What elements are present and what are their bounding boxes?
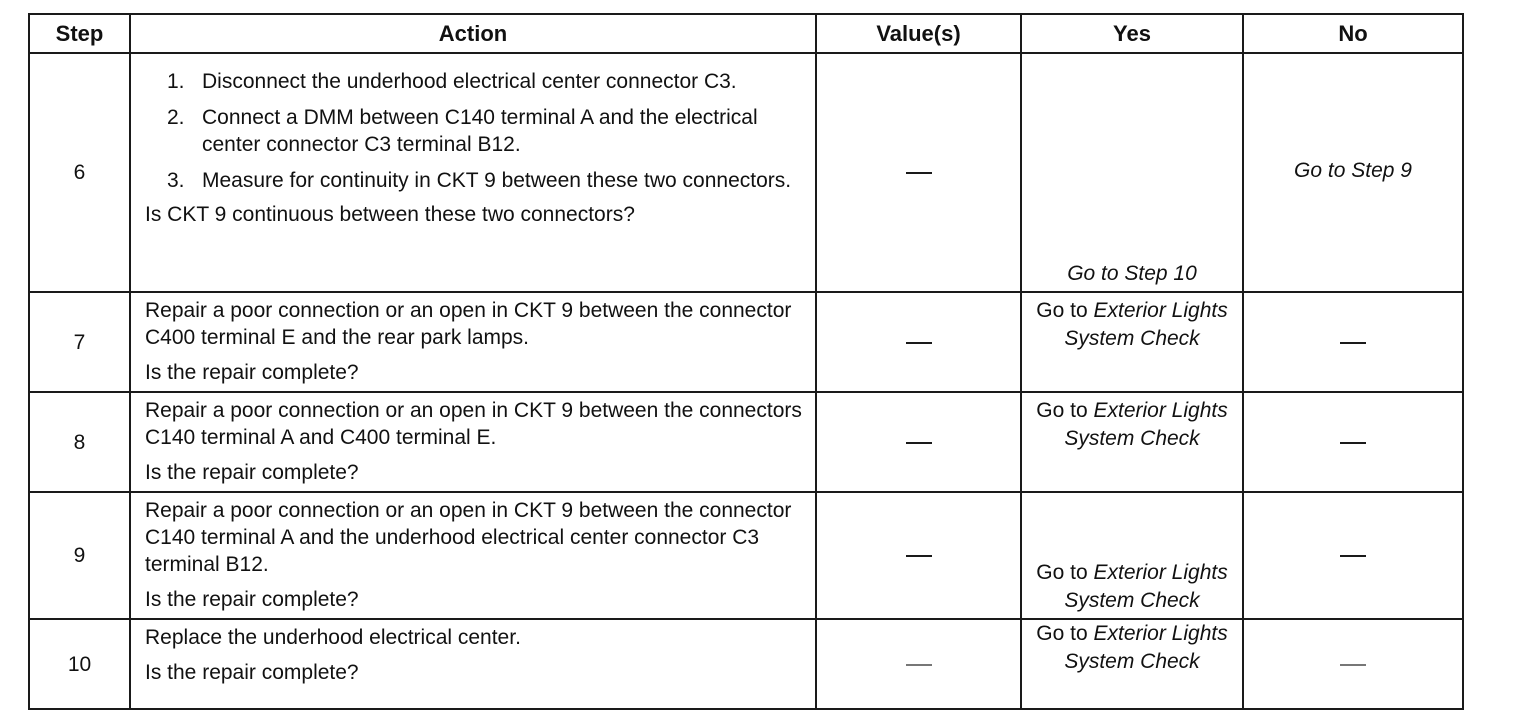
list-item <box>167 167 805 194</box>
table-row <box>29 619 1463 709</box>
yes-goto-link[interactable]: Go to Step 10 <box>1067 262 1197 285</box>
substep-text: Measure for continuity in CKT 9 between these two connectors. <box>202 169 792 192</box>
no-goto-link[interactable]: Go to Step 9 <box>1294 159 1412 182</box>
dash-mark <box>906 342 932 344</box>
header-values: Value(s) <box>816 14 1021 53</box>
table-row <box>29 53 1463 292</box>
table-row <box>29 392 1463 492</box>
yes-goto-prefix: Go to <box>1036 561 1088 584</box>
yes-goto-prefix: Go to <box>1036 622 1088 645</box>
question-text: Is the repair complete? <box>145 661 359 684</box>
no-cell <box>1243 619 1463 709</box>
step-number: 10 <box>29 619 130 709</box>
table-row <box>29 292 1463 392</box>
action-text: Repair a poor connection or an open in CKT 9 between the connector C400 terminal E and the rear park lamps. <box>145 299 792 349</box>
action-cell <box>130 619 816 709</box>
value-cell <box>816 392 1021 492</box>
dash-mark <box>906 555 932 557</box>
dash-mark <box>906 172 932 174</box>
dash-mark <box>1340 555 1366 557</box>
action-cell <box>130 53 816 292</box>
substep-number: 3. <box>167 169 185 192</box>
header-yes: Yes <box>1021 14 1243 53</box>
yes-cell <box>1021 492 1243 619</box>
dash-mark <box>906 664 932 666</box>
yes-cell <box>1021 392 1243 492</box>
question-text: Is the repair complete? <box>145 361 359 384</box>
value-cell <box>816 492 1021 619</box>
diagnostic-table <box>28 13 1464 710</box>
header-no: No <box>1243 14 1463 53</box>
dash-mark <box>1340 664 1366 666</box>
action-cell <box>130 392 816 492</box>
action-text: Repair a poor connection or an open in CKT 9 between the connector C140 terminal A and the underhood electrical center connector C3 terminal B12. <box>145 499 792 576</box>
yes-cell <box>1021 53 1243 292</box>
action-text: Repair a poor connection or an open in CKT 9 between the connectors C140 terminal A and C400 terminal E. <box>145 399 802 449</box>
question-text: Is the repair complete? <box>145 461 359 484</box>
dash-mark <box>906 442 932 444</box>
header-action: Action <box>130 14 816 53</box>
yes-goto-link[interactable]: Exterior Lights System Check <box>1064 622 1228 673</box>
step-number: 9 <box>29 492 130 619</box>
no-cell <box>1243 492 1463 619</box>
substep-number: 1. <box>167 70 185 93</box>
yes-cell <box>1021 619 1243 709</box>
yes-goto-link[interactable]: Exterior Lights System Check <box>1064 299 1228 350</box>
action-cell <box>130 292 816 392</box>
dash-mark <box>1340 342 1366 344</box>
no-cell <box>1243 392 1463 492</box>
yes-goto-link[interactable]: Exterior Lights System Check <box>1064 399 1228 450</box>
list-item <box>167 104 805 158</box>
yes-cell <box>1021 292 1243 392</box>
yes-goto-prefix: Go to <box>1036 299 1088 322</box>
yes-goto-prefix: Go to <box>1036 399 1088 422</box>
no-cell <box>1243 53 1463 292</box>
step-number: 8 <box>29 392 130 492</box>
action-text: Replace the underhood electrical center. <box>145 626 521 649</box>
yes-goto-link[interactable]: Exterior Lights System Check <box>1064 561 1228 612</box>
substep-text: Disconnect the underhood electrical center connector C3. <box>202 70 737 93</box>
table-row <box>29 492 1463 619</box>
substep-list <box>145 68 805 194</box>
step-number: 6 <box>29 53 130 292</box>
value-cell <box>816 619 1021 709</box>
header-step: Step <box>29 14 130 53</box>
step-number: 7 <box>29 292 130 392</box>
header-row <box>29 14 1463 53</box>
value-cell <box>816 53 1021 292</box>
substep-text: Connect a DMM between C140 terminal A and the electrical center connector C3 terminal B12. <box>202 106 758 156</box>
no-cell <box>1243 292 1463 392</box>
question-text: Is the repair complete? <box>145 588 359 611</box>
action-cell <box>130 492 816 619</box>
question-text: Is CKT 9 continuous between these two connectors? <box>145 203 635 226</box>
diagnostic-table-wrapper <box>28 13 1462 710</box>
substep-number: 2. <box>167 106 185 129</box>
dash-mark <box>1340 442 1366 444</box>
list-item <box>167 68 805 95</box>
value-cell <box>816 292 1021 392</box>
